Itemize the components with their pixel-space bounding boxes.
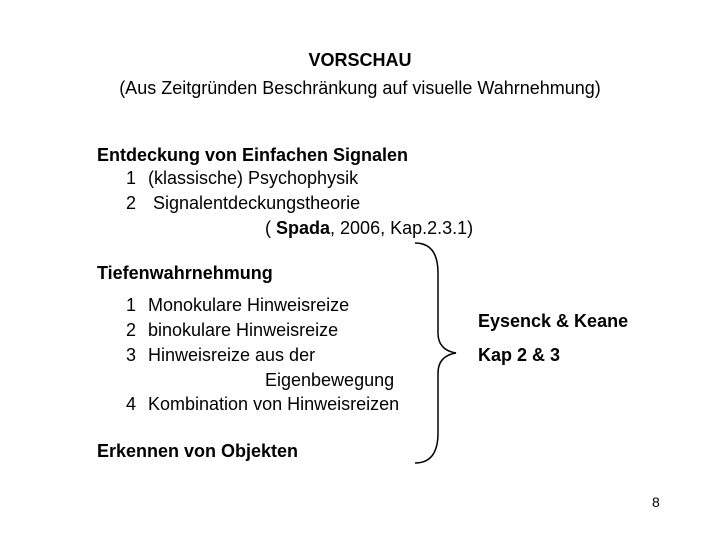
list-item [126,320,338,341]
item-number: 4 [126,394,137,414]
section-heading-depth-perception: Tiefenwahrnehmung [97,263,273,283]
list-item [126,193,360,214]
slide-subtitle: (Aus Zeitgründen Beschränkung auf visuelle Wahrnehmung) [119,78,601,98]
section-heading-object-recognition: Erkennen von Objekten [97,441,299,461]
item-number: 2 [126,193,137,213]
reference-citation [265,218,473,239]
side-reference-chapters: Kap 2 & 3 [478,345,561,365]
list-item [126,295,349,316]
reference-author: Spada [276,218,331,238]
item-text: Hinweisreize aus der [148,345,316,365]
item-number: 1 [126,295,137,315]
list-item [126,345,315,366]
item-number: 1 [126,168,137,188]
item-number: 3 [126,345,137,365]
side-reference-authors: Eysenck & Keane [478,311,629,331]
curly-brace [410,238,470,468]
section-heading-signal-detection: Entdeckung von Einfachen Signalen [97,145,409,165]
list-item [126,168,358,189]
item-text: (klassische) Psychophysik [148,168,359,188]
page-number: 8 [652,494,660,510]
reference-rest: , 2006, Kap.2.3.1) [330,218,474,238]
reference-open: ( [265,218,276,238]
list-item [126,394,399,415]
list-item-continuation: Eigenbewegung [265,370,395,390]
item-text: binokulare Hinweisreize [148,320,339,340]
slide-title: VORSCHAU [308,50,412,70]
item-text: Signalentdeckungstheorie [148,193,361,213]
item-text: Monokulare Hinweisreize [148,295,350,315]
item-number: 2 [126,320,137,340]
item-text: Kombination von Hinweisreizen [148,394,400,414]
